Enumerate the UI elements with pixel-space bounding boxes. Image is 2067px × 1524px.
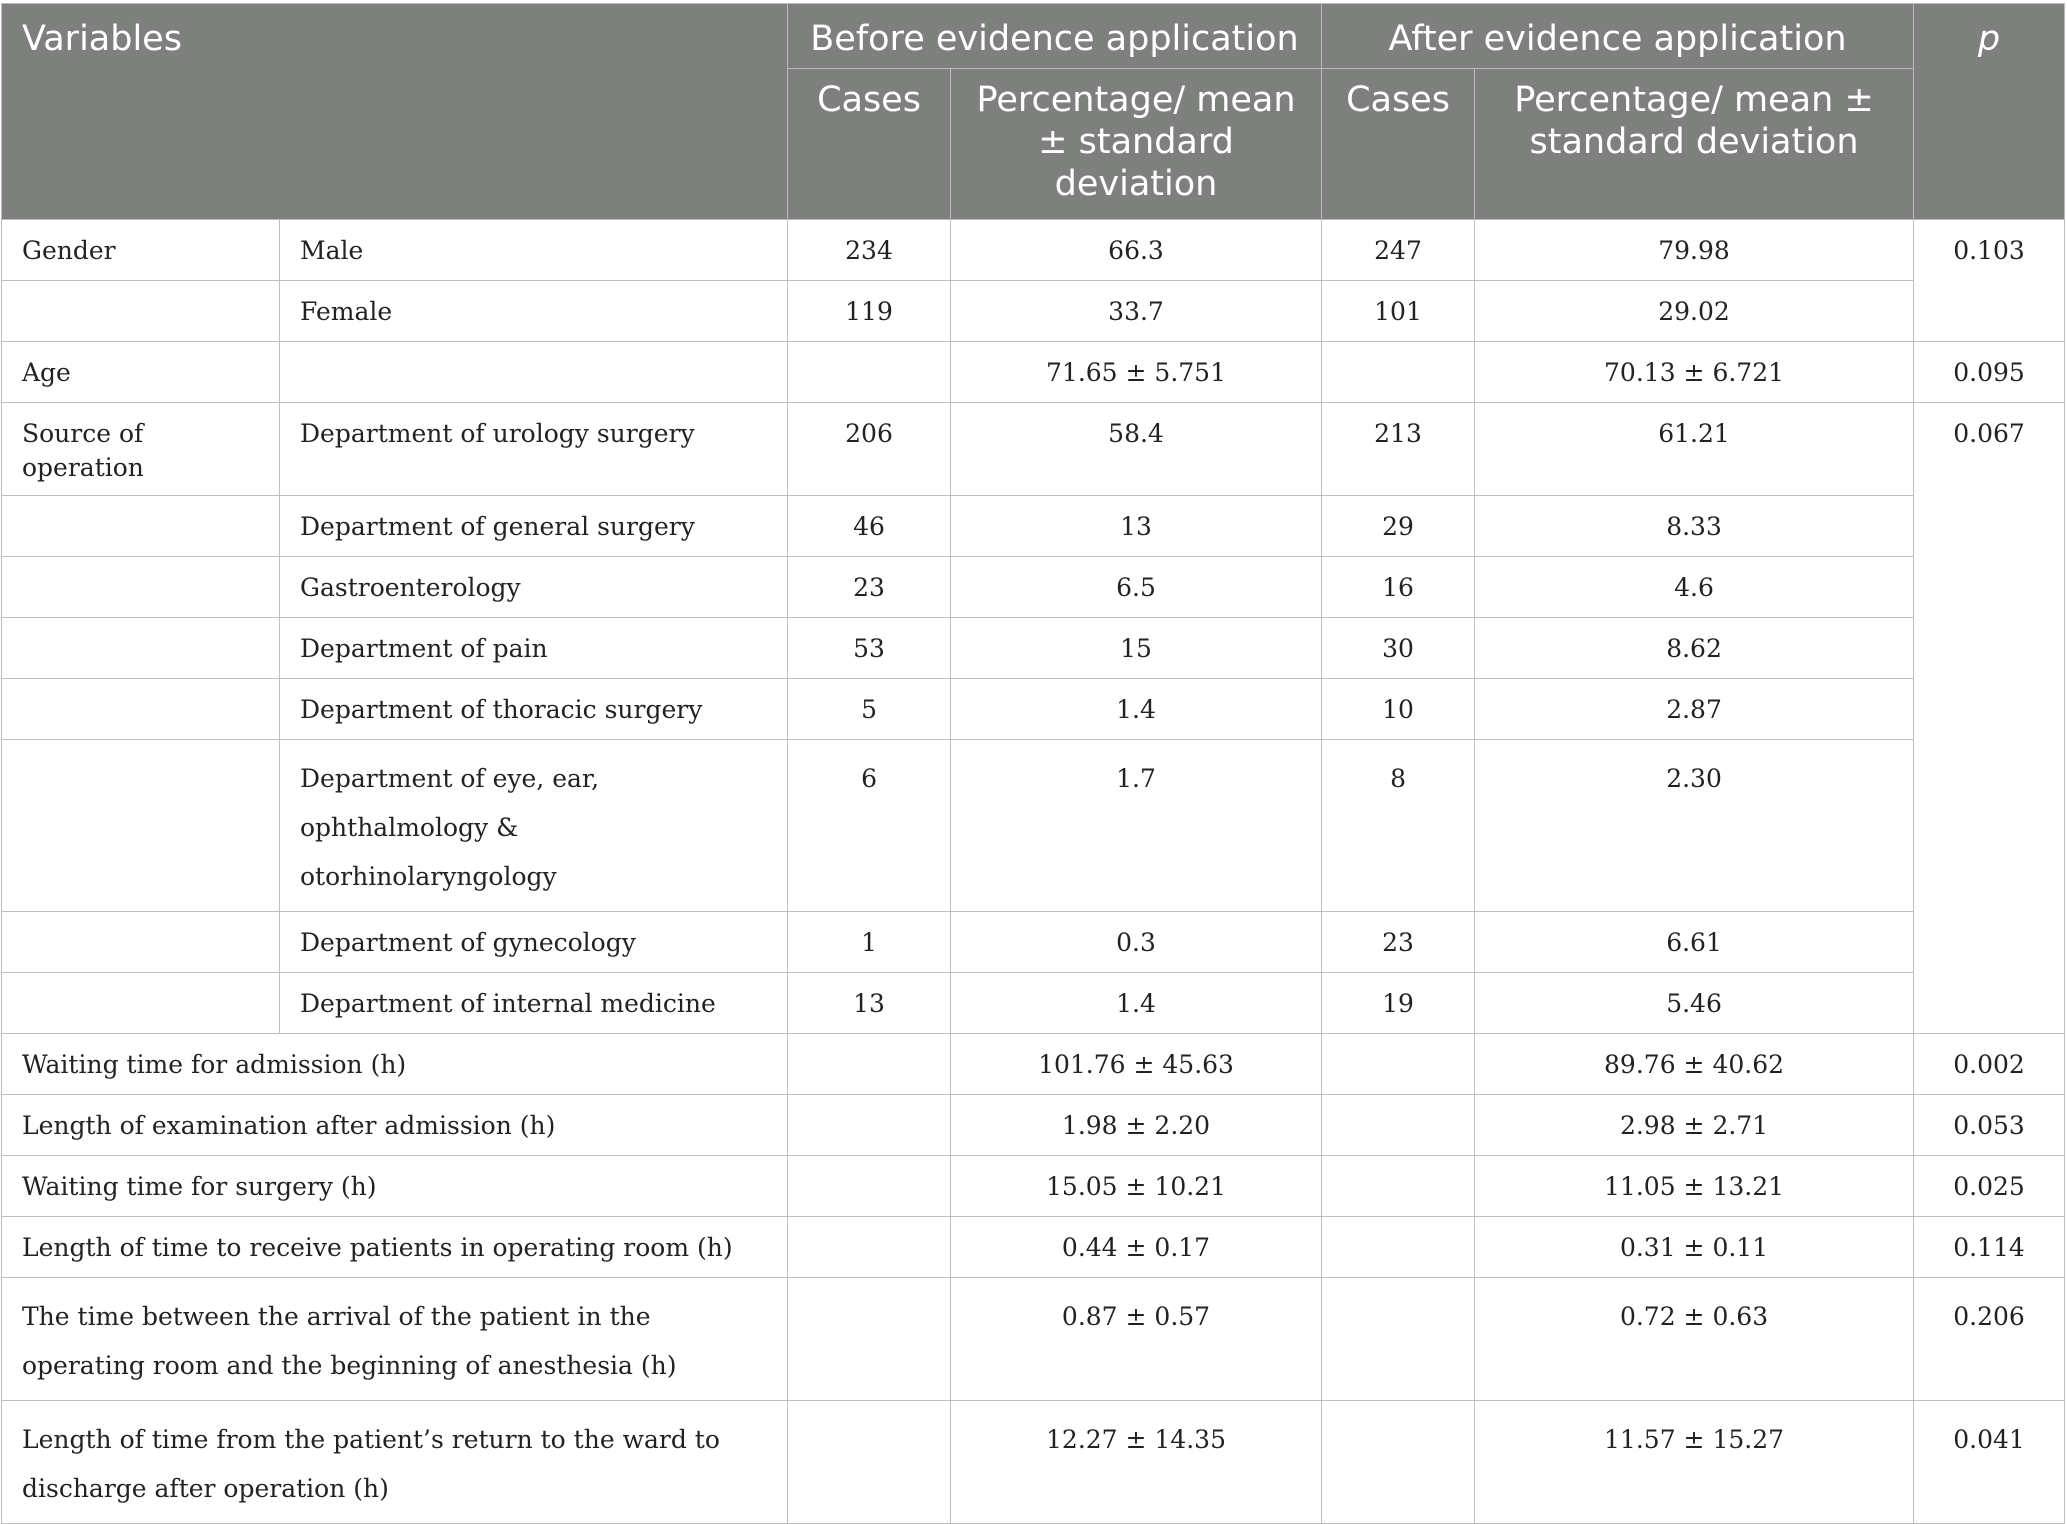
before-value: 101.76 ± 45.63: [951, 1034, 1322, 1095]
after-cases: 16: [1322, 557, 1475, 618]
row-variable: Waiting time for admission (h): [2, 1034, 788, 1095]
row-variable: [2, 618, 280, 679]
before-value: 0.3: [951, 912, 1322, 973]
before-cases: [788, 1278, 951, 1401]
before-cases: [788, 1401, 951, 1524]
after-cases: [1322, 1034, 1475, 1095]
after-cases: 10: [1322, 679, 1475, 740]
before-cases: 206: [788, 403, 951, 496]
row-variable: Length of time from the patient’s return to the ward to discharge after operation (h): [2, 1401, 788, 1524]
results-table: [1, 3, 2065, 1524]
after-value: 0.72 ± 0.63: [1475, 1278, 1914, 1401]
before-value: 1.98 ± 2.20: [951, 1095, 1322, 1156]
before-value: 0.87 ± 0.57: [951, 1278, 1322, 1401]
p-value: 0.041: [1914, 1401, 2065, 1524]
before-cases: 53: [788, 618, 951, 679]
row-variable: Age: [2, 342, 280, 403]
before-cases: 6: [788, 740, 951, 912]
row-variable: Waiting time for surgery (h): [2, 1156, 788, 1217]
after-cases: [1322, 1095, 1475, 1156]
before-value: 1.7: [951, 740, 1322, 912]
row-subvariable: Department of urology surgery: [280, 403, 788, 496]
after-value: 0.31 ± 0.11: [1475, 1217, 1914, 1278]
header-after: After evidence application: [1322, 4, 1914, 69]
before-value: 13: [951, 496, 1322, 557]
after-value: 6.61: [1475, 912, 1914, 973]
after-cases: [1322, 1217, 1475, 1278]
before-value: 1.4: [951, 679, 1322, 740]
p-value: 0.095: [1914, 342, 2065, 403]
row-subvariable: Department of pain: [280, 618, 788, 679]
after-value: 89.76 ± 40.62: [1475, 1034, 1914, 1095]
table-header: [2, 4, 2065, 220]
table-row: [2, 1034, 2065, 1095]
before-value: 33.7: [951, 281, 1322, 342]
after-cases: 213: [1322, 403, 1475, 496]
before-value: 58.4: [951, 403, 1322, 496]
after-cases: 23: [1322, 912, 1475, 973]
table-row: [2, 496, 2065, 557]
row-variable: Gender: [2, 220, 280, 281]
before-value: 0.44 ± 0.17: [951, 1217, 1322, 1278]
after-cases: 247: [1322, 220, 1475, 281]
after-cases: 8: [1322, 740, 1475, 912]
table-row: [2, 1278, 2065, 1401]
row-variable: Length of time to receive patients in operating room (h): [2, 1217, 788, 1278]
table-row: [2, 679, 2065, 740]
after-value: 5.46: [1475, 973, 1914, 1034]
before-cases: 13: [788, 973, 951, 1034]
before-cases: 23: [788, 557, 951, 618]
header-before-cases: Cases: [788, 69, 951, 220]
after-cases: [1322, 1156, 1475, 1217]
before-cases: [788, 342, 951, 403]
before-cases: [788, 1095, 951, 1156]
after-value: 79.98: [1475, 220, 1914, 281]
before-value: 15.05 ± 10.21: [951, 1156, 1322, 1217]
before-cases: 119: [788, 281, 951, 342]
row-variable: [2, 281, 280, 342]
before-cases: [788, 1156, 951, 1217]
row-subvariable: [280, 342, 788, 403]
table-row: [2, 403, 2065, 496]
row-subvariable: Department of internal medicine: [280, 973, 788, 1034]
after-value: 29.02: [1475, 281, 1914, 342]
table-row: [2, 281, 2065, 342]
p-value: 0.025: [1914, 1156, 2065, 1217]
before-value: 1.4: [951, 973, 1322, 1034]
p-value: 0.002: [1914, 1034, 2065, 1095]
row-variable: Length of examination after admission (h): [2, 1095, 788, 1156]
p-value: 0.206: [1914, 1278, 2065, 1401]
table-row: [2, 973, 2065, 1034]
p-value: 0.067: [1914, 403, 2065, 1034]
after-value: 2.87: [1475, 679, 1914, 740]
header-before: Before evidence application: [788, 4, 1322, 69]
table-row: [2, 220, 2065, 281]
after-value: 11.57 ± 15.27: [1475, 1401, 1914, 1524]
row-variable: [2, 912, 280, 973]
before-cases: 234: [788, 220, 951, 281]
after-cases: [1322, 1278, 1475, 1401]
after-cases: [1322, 342, 1475, 403]
after-value: 11.05 ± 13.21: [1475, 1156, 1914, 1217]
row-subvariable: Female: [280, 281, 788, 342]
after-value: 70.13 ± 6.721: [1475, 342, 1914, 403]
before-cases: 5: [788, 679, 951, 740]
table-body: [2, 220, 2065, 1524]
p-value: 0.053: [1914, 1095, 2065, 1156]
row-variable: [2, 557, 280, 618]
before-value: 15: [951, 618, 1322, 679]
after-value: 61.21: [1475, 403, 1914, 496]
table-row: [2, 342, 2065, 403]
after-value: 2.98 ± 2.71: [1475, 1095, 1914, 1156]
row-subvariable: Male: [280, 220, 788, 281]
header-after-cases: Cases: [1322, 69, 1475, 220]
row-variable: [2, 679, 280, 740]
row-subvariable: Department of general surgery: [280, 496, 788, 557]
p-value: 0.114: [1914, 1217, 2065, 1278]
header-before-pct: Percentage/ mean ± standard deviation: [951, 69, 1322, 220]
after-value: 2.30: [1475, 740, 1914, 912]
row-variable: [2, 973, 280, 1034]
after-value: 8.62: [1475, 618, 1914, 679]
header-p: p: [1914, 4, 2065, 220]
row-variable: The time between the arrival of the patient in the operating room and the beginning of anesthesia (h): [2, 1278, 788, 1401]
table-row: [2, 740, 2065, 912]
header-variables: Variables: [2, 4, 788, 220]
row-variable: Source of operation: [2, 403, 280, 496]
row-subvariable: Department of eye, ear, ophthalmology & otorhinolaryngology: [280, 740, 788, 912]
before-value: 12.27 ± 14.35: [951, 1401, 1322, 1524]
table-row: [2, 557, 2065, 618]
before-value: 66.3: [951, 220, 1322, 281]
row-variable: [2, 740, 280, 912]
before-cases: 1: [788, 912, 951, 973]
row-subvariable: Department of thoracic surgery: [280, 679, 788, 740]
before-value: 71.65 ± 5.751: [951, 342, 1322, 403]
before-value: 6.5: [951, 557, 1322, 618]
after-cases: 101: [1322, 281, 1475, 342]
row-subvariable: Gastroenterology: [280, 557, 788, 618]
before-cases: 46: [788, 496, 951, 557]
table-row: [2, 1401, 2065, 1524]
before-cases: [788, 1034, 951, 1095]
after-cases: 30: [1322, 618, 1475, 679]
after-cases: 19: [1322, 973, 1475, 1034]
before-cases: [788, 1217, 951, 1278]
row-variable: [2, 496, 280, 557]
p-value: 0.103: [1914, 220, 2065, 342]
after-cases: 29: [1322, 496, 1475, 557]
table-row: [2, 912, 2065, 973]
after-value: 4.6: [1475, 557, 1914, 618]
table-row: [2, 1217, 2065, 1278]
table-row: [2, 1156, 2065, 1217]
after-value: 8.33: [1475, 496, 1914, 557]
after-cases: [1322, 1401, 1475, 1524]
table-row: [2, 1095, 2065, 1156]
header-after-pct: Percentage/ mean ± standard deviation: [1475, 69, 1914, 220]
table-row: [2, 618, 2065, 679]
row-subvariable: Department of gynecology: [280, 912, 788, 973]
